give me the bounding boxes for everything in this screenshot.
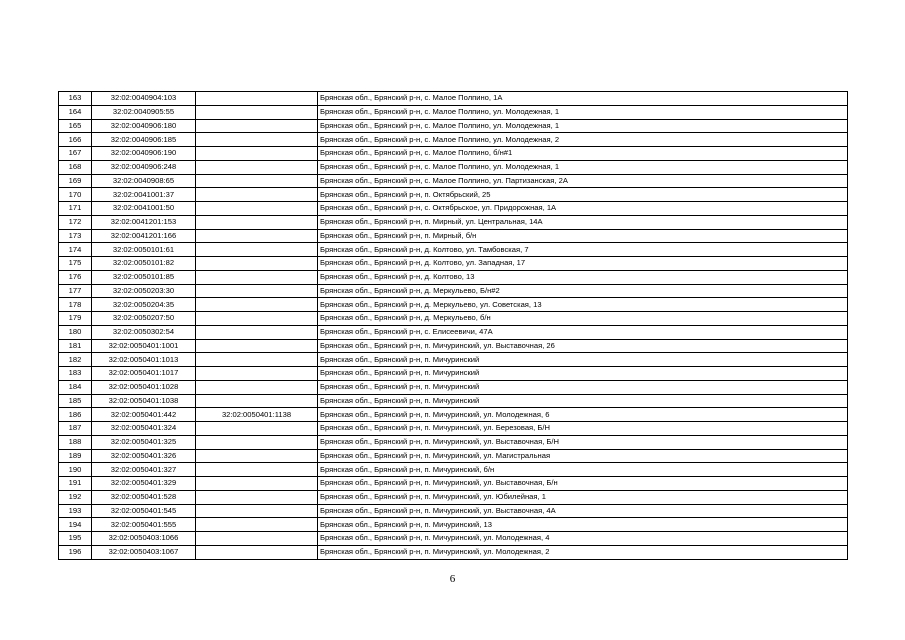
linked-cadastral-number-cell: [196, 325, 318, 339]
row-number-cell: 163: [59, 92, 92, 106]
cadastral-number-cell: 32:02:0050401:545: [92, 504, 196, 518]
address-cell: Брянская обл., Брянский р-н, п. Мичуринский: [318, 367, 848, 381]
linked-cadastral-number-cell: [196, 367, 318, 381]
address-cell: Брянская обл., Брянский р-н, д. Меркульево, Б/н#2: [318, 284, 848, 298]
cadastral-number-cell: 32:02:0040905:55: [92, 105, 196, 119]
linked-cadastral-number-cell: [196, 490, 318, 504]
address-cell: Брянская обл., Брянский р-н, д. Меркульево, б/н: [318, 312, 848, 326]
table-body: [59, 92, 848, 560]
table-row: [59, 408, 848, 422]
linked-cadastral-number-cell: [196, 284, 318, 298]
table-row: [59, 435, 848, 449]
linked-cadastral-number-cell: [196, 243, 318, 257]
address-cell: Брянская обл., Брянский р-н, п. Мичуринский, ул. Юбилейная, 1: [318, 490, 848, 504]
cadastral-number-cell: 32:02:0050401:555: [92, 518, 196, 532]
cadastral-number-cell: 32:02:0050101:85: [92, 270, 196, 284]
address-cell: Брянская обл., Брянский р-н, д. Колтово, ул. Западная, 17: [318, 257, 848, 271]
row-number-cell: 183: [59, 367, 92, 381]
cadastral-number-cell: 32:02:0040904:103: [92, 92, 196, 106]
table-row: [59, 229, 848, 243]
table-row: [59, 367, 848, 381]
linked-cadastral-number-cell: [196, 504, 318, 518]
address-cell: Брянская обл., Брянский р-н, п. Мичуринский, ул. Молодежная, 6: [318, 408, 848, 422]
linked-cadastral-number-cell: [196, 270, 318, 284]
table-row: [59, 518, 848, 532]
address-cell: Брянская обл., Брянский р-н, с. Малое Полпино, 1А: [318, 92, 848, 106]
linked-cadastral-number-cell: [196, 339, 318, 353]
address-cell: Брянская обл., Брянский р-н, п. Мичуринский, ул. Молодежная, 4: [318, 532, 848, 546]
cadastral-number-cell: 32:02:0050401:1013: [92, 353, 196, 367]
address-cell: Брянская обл., Брянский р-н, с. Малое Полпино, б/н#1: [318, 147, 848, 161]
linked-cadastral-number-cell: [196, 449, 318, 463]
address-cell: Брянская обл., Брянский р-н, с. Елисеевичи, 47А: [318, 325, 848, 339]
row-number-cell: 177: [59, 284, 92, 298]
linked-cadastral-number-cell: [196, 119, 318, 133]
cadastral-number-cell: 32:02:0050401:442: [92, 408, 196, 422]
table-row: [59, 380, 848, 394]
cadastral-number-cell: 32:02:0050101:82: [92, 257, 196, 271]
table-row: [59, 160, 848, 174]
address-cell: Брянская обл., Брянский р-н, п. Мичуринский, ул. Березовая, Б/Н: [318, 422, 848, 436]
cadastral-number-cell: 32:02:0050403:1067: [92, 545, 196, 559]
table-row: [59, 133, 848, 147]
cadastral-number-cell: 32:02:0050203:30: [92, 284, 196, 298]
row-number-cell: 193: [59, 504, 92, 518]
row-number-cell: 166: [59, 133, 92, 147]
table-row: [59, 119, 848, 133]
linked-cadastral-number-cell: [196, 229, 318, 243]
linked-cadastral-number-cell: [196, 518, 318, 532]
cadastral-number-cell: 32:02:0050401:325: [92, 435, 196, 449]
address-cell: Брянская обл., Брянский р-н, п. Октябрьский, 25: [318, 188, 848, 202]
row-number-cell: 176: [59, 270, 92, 284]
row-number-cell: 185: [59, 394, 92, 408]
address-cell: Брянская обл., Брянский р-н, п. Мичуринский, ул. Выставочная, 4А: [318, 504, 848, 518]
address-cell: Брянская обл., Брянский р-н, п. Мичуринский, ул. Магистральная: [318, 449, 848, 463]
table-row: [59, 105, 848, 119]
address-cell: Брянская обл., Брянский р-н, с. Малое Полпино, ул. Партизанская, 2А: [318, 174, 848, 188]
cadastral-number-cell: 32:02:0041001:37: [92, 188, 196, 202]
linked-cadastral-number-cell: [196, 532, 318, 546]
linked-cadastral-number-cell: [196, 394, 318, 408]
row-number-cell: 190: [59, 463, 92, 477]
address-cell: Брянская обл., Брянский р-н, п. Мичуринский: [318, 394, 848, 408]
row-number-cell: 173: [59, 229, 92, 243]
linked-cadastral-number-cell: [196, 298, 318, 312]
page-number: 6: [449, 573, 456, 585]
cadastral-number-cell: 32:02:0050401:1001: [92, 339, 196, 353]
linked-cadastral-number-cell: [196, 545, 318, 559]
table-row: [59, 243, 848, 257]
cadastral-number-cell: 32:02:0041201:153: [92, 215, 196, 229]
table-row: [59, 463, 848, 477]
address-cell: Брянская обл., Брянский р-н, п. Мичуринский, 13: [318, 518, 848, 532]
row-number-cell: 192: [59, 490, 92, 504]
row-number-cell: 180: [59, 325, 92, 339]
linked-cadastral-number-cell: [196, 92, 318, 106]
cadastral-number-cell: 32:02:0050401:327: [92, 463, 196, 477]
cadastral-number-cell: 32:02:0050204:35: [92, 298, 196, 312]
table-row: [59, 449, 848, 463]
row-number-cell: 172: [59, 215, 92, 229]
table-row: [59, 490, 848, 504]
cadastral-number-cell: 32:02:0050101:61: [92, 243, 196, 257]
cadastral-number-cell: 32:02:0041001:50: [92, 202, 196, 216]
row-number-cell: 196: [59, 545, 92, 559]
address-cell: Брянская обл., Брянский р-н, п. Мичуринский, ул. Выставочная, 26: [318, 339, 848, 353]
address-cell: Брянская обл., Брянский р-н, п. Мичуринский, б/н: [318, 463, 848, 477]
linked-cadastral-number-cell: [196, 202, 318, 216]
table-row: [59, 147, 848, 161]
address-cell: Брянская обл., Брянский р-н, д. Колтово, 13: [318, 270, 848, 284]
table-row: [59, 312, 848, 326]
cadastral-number-cell: 32:02:0050302:54: [92, 325, 196, 339]
address-cell: Брянская обл., Брянский р-н, п. Мирный, ул. Центральная, 14А: [318, 215, 848, 229]
row-number-cell: 175: [59, 257, 92, 271]
linked-cadastral-number-cell: [196, 312, 318, 326]
table-row: [59, 215, 848, 229]
table-row: [59, 257, 848, 271]
table-row: [59, 477, 848, 491]
linked-cadastral-number-cell: [196, 257, 318, 271]
row-number-cell: 181: [59, 339, 92, 353]
cadastral-number-cell: 32:02:0050401:326: [92, 449, 196, 463]
table-row: [59, 174, 848, 188]
row-number-cell: 165: [59, 119, 92, 133]
cadastral-number-cell: 32:02:0050401:1017: [92, 367, 196, 381]
address-cell: Брянская обл., Брянский р-н, с. Малое Полпино, ул. Молодежная, 2: [318, 133, 848, 147]
address-cell: Брянская обл., Брянский р-н, с. Малое Полпино, ул. Молодежная, 1: [318, 105, 848, 119]
table-row: [59, 284, 848, 298]
cadastral-number-cell: 32:02:0050401:1038: [92, 394, 196, 408]
address-cell: Брянская обл., Брянский р-н, с. Малое Полпино, ул. Молодежная, 1: [318, 119, 848, 133]
row-number-cell: 167: [59, 147, 92, 161]
row-number-cell: 186: [59, 408, 92, 422]
cadastral-number-cell: 32:02:0050401:324: [92, 422, 196, 436]
linked-cadastral-number-cell: [196, 353, 318, 367]
linked-cadastral-number-cell: 32:02:0050401:1138: [196, 408, 318, 422]
row-number-cell: 169: [59, 174, 92, 188]
row-number-cell: 182: [59, 353, 92, 367]
address-cell: Брянская обл., Брянский р-н, с. Малое Полпино, ул. Молодежная, 1: [318, 160, 848, 174]
address-cell: Брянская обл., Брянский р-н, п. Мирный, б/н: [318, 229, 848, 243]
linked-cadastral-number-cell: [196, 463, 318, 477]
address-cell: Брянская обл., Брянский р-н, п. Мичуринский, ул. Выставочная, Б/Н: [318, 435, 848, 449]
table-row: [59, 422, 848, 436]
cadastral-number-cell: 32:02:0050401:1028: [92, 380, 196, 394]
row-number-cell: 184: [59, 380, 92, 394]
row-number-cell: 189: [59, 449, 92, 463]
row-number-cell: 194: [59, 518, 92, 532]
row-number-cell: 178: [59, 298, 92, 312]
cadastral-number-cell: 32:02:0040906:185: [92, 133, 196, 147]
address-cell: Брянская обл., Брянский р-н, п. Мичуринский, ул. Выставочная, Б/н: [318, 477, 848, 491]
address-cell: Брянская обл., Брянский р-н, с. Октябрьское, ул. Придорожная, 1А: [318, 202, 848, 216]
table-row: [59, 532, 848, 546]
row-number-cell: 168: [59, 160, 92, 174]
cadastral-number-cell: 32:02:0050401:528: [92, 490, 196, 504]
table-row: [59, 298, 848, 312]
address-cell: Брянская обл., Брянский р-н, п. Мичуринский, ул. Молодежная, 2: [318, 545, 848, 559]
table-row: [59, 339, 848, 353]
cadastral-number-cell: 32:02:0040906:190: [92, 147, 196, 161]
address-cell: Брянская обл., Брянский р-н, д. Меркульево, ул. Советская, 13: [318, 298, 848, 312]
linked-cadastral-number-cell: [196, 435, 318, 449]
table-row: [59, 394, 848, 408]
linked-cadastral-number-cell: [196, 380, 318, 394]
row-number-cell: 187: [59, 422, 92, 436]
address-cell: Брянская обл., Брянский р-н, п. Мичуринский: [318, 380, 848, 394]
cadastral-number-cell: 32:02:0041201:166: [92, 229, 196, 243]
linked-cadastral-number-cell: [196, 133, 318, 147]
cadastral-table: [58, 91, 848, 560]
table-row: [59, 92, 848, 106]
cadastral-number-cell: 32:02:0050403:1066: [92, 532, 196, 546]
row-number-cell: 195: [59, 532, 92, 546]
linked-cadastral-number-cell: [196, 147, 318, 161]
address-cell: Брянская обл., Брянский р-н, д. Колтово, ул. Тамбовская, 7: [318, 243, 848, 257]
address-cell: Брянская обл., Брянский р-н, п. Мичуринский: [318, 353, 848, 367]
table-row: [59, 325, 848, 339]
linked-cadastral-number-cell: [196, 215, 318, 229]
row-number-cell: 188: [59, 435, 92, 449]
cadastral-number-cell: 32:02:0050207:50: [92, 312, 196, 326]
linked-cadastral-number-cell: [196, 422, 318, 436]
cadastral-number-cell: 32:02:0050401:329: [92, 477, 196, 491]
linked-cadastral-number-cell: [196, 188, 318, 202]
table-row: [59, 504, 848, 518]
linked-cadastral-number-cell: [196, 174, 318, 188]
cadastral-number-cell: 32:02:0040906:248: [92, 160, 196, 174]
row-number-cell: 170: [59, 188, 92, 202]
table-row: [59, 270, 848, 284]
row-number-cell: 164: [59, 105, 92, 119]
row-number-cell: 171: [59, 202, 92, 216]
row-number-cell: 191: [59, 477, 92, 491]
linked-cadastral-number-cell: [196, 477, 318, 491]
cadastral-number-cell: 32:02:0040908:65: [92, 174, 196, 188]
table-row: [59, 188, 848, 202]
table-row: [59, 202, 848, 216]
cadastral-number-cell: 32:02:0040906:180: [92, 119, 196, 133]
row-number-cell: 174: [59, 243, 92, 257]
table-row: [59, 545, 848, 559]
linked-cadastral-number-cell: [196, 160, 318, 174]
linked-cadastral-number-cell: [196, 105, 318, 119]
table-row: [59, 353, 848, 367]
row-number-cell: 179: [59, 312, 92, 326]
